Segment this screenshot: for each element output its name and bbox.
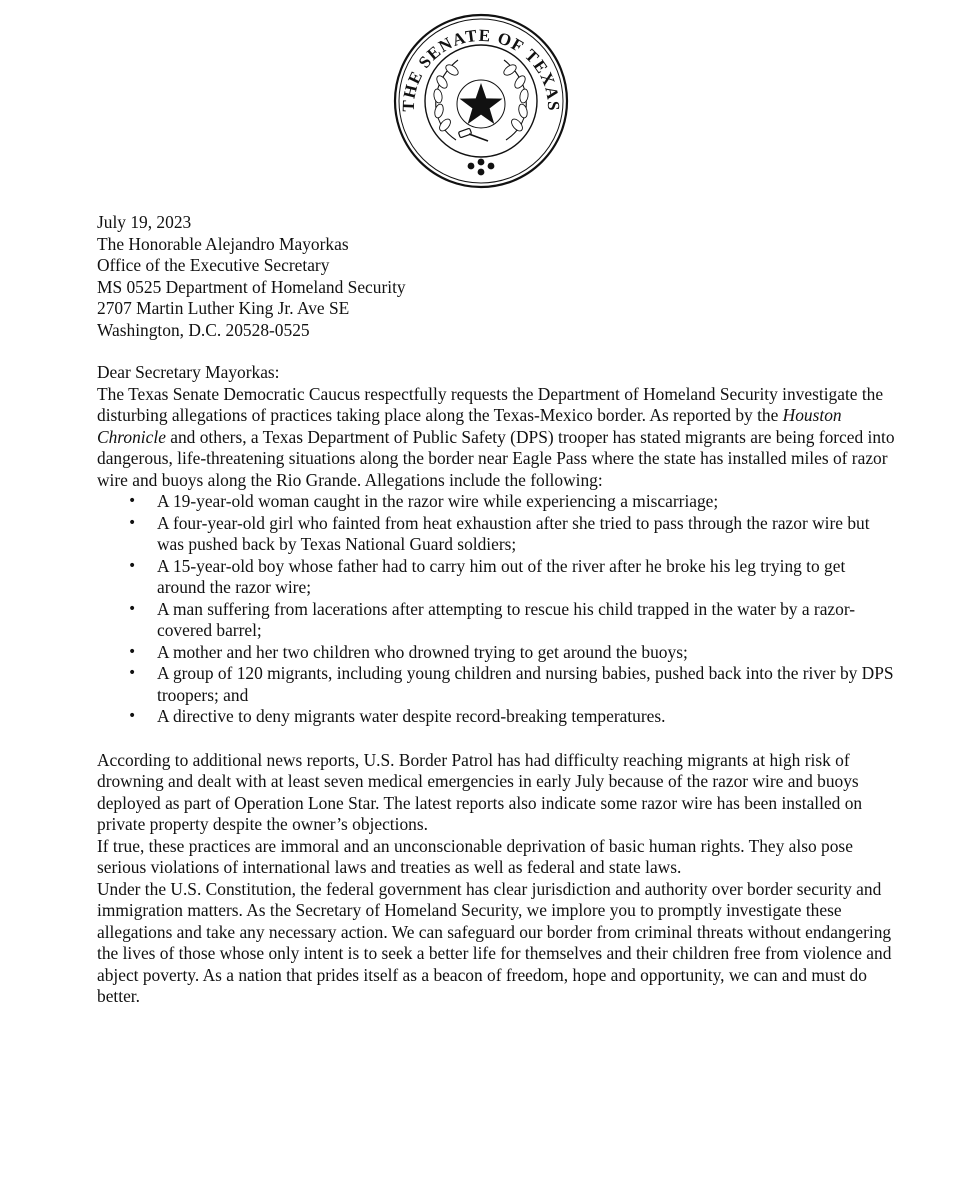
allegations-list (97, 491, 897, 728)
letter-date: July 19, 2023 (97, 212, 192, 232)
recipient-line: Washington, D.C. 20528-0525 (97, 319, 310, 340)
intro-text-2: and others, a Texas Department of Public Safety (DPS) trooper has stated migrants are being forced into dangerous, life-threatening situations along the border near Eagle Pass where the state has installed miles of razor wire and buoys along the Rio Grande. Allegations include the following: (97, 426, 895, 490)
list-item: • A group of 120 migrants, including young children and nursing babies, pushed back into the river by DPS troopers; and (97, 663, 897, 706)
recipient-line: The Honorable Alejandro Mayorkas (97, 233, 349, 254)
list-item: • A mother and her two children who drowned trying to get around the buoys; (97, 642, 897, 664)
recipient-line: 2707 Martin Luther King Jr. Ave SE (97, 298, 350, 318)
body-paragraph-violations: If true, these practices are immoral and an unconscionable deprivation of basic human rights. They also pose serious violations of international laws and treaties as well as federal and state laws. (97, 835, 853, 877)
list-item: • A four-year-old girl who fainted from heat exhaustion after she tried to pass through the razor wire but was pushed back by Texas National Guard soldiers; (97, 513, 897, 556)
letter-body (97, 212, 897, 1008)
salutation: Dear Secretary Mayorkas: (97, 362, 280, 382)
svg-text:THE SENATE OF TEXAS: THE SENATE OF TEXAS (398, 25, 564, 112)
recipient-line: MS 0525 Department of Homeland Security (97, 276, 406, 297)
list-item: • A man suffering from lacerations after attempting to rescue his child trapped in the water by a razor-covered barrel; (97, 599, 897, 642)
recipient-address (97, 234, 897, 342)
list-item: • A directive to deny migrants water despite record-breaking temperatures. (97, 706, 897, 728)
texas-senate-seal-icon (392, 12, 570, 190)
publication-name: Houston Chronicle (97, 405, 842, 447)
body-paragraph-constitution: Under the U.S. Constitution, the federal government has clear jurisdiction and authority over border security and immigration matters. As the Secretary of Homeland Security, we implore you to promptly investigate these allegations and take any necessary action. We can safeguard our border from criminal threats without endangering the lives of those whose only intent is to seek a better life for themselves and their children free from violence and abject poverty. As a nation that prides itself as a beacon of freedom, hope and opportunity, we can and must do better. (97, 878, 892, 1006)
intro-paragraph (97, 384, 897, 492)
list-item: • A 19-year-old woman caught in the razor wire while experiencing a miscarriage; (97, 491, 897, 513)
intro-text-1: The Texas Senate Democratic Caucus respectfully requests the Department of Homeland Security investigate the disturbing allegations of practices taking place along the Texas-Mexico border. As reported by the (97, 383, 884, 425)
recipient-line: Office of the Executive Secretary (97, 255, 330, 275)
list-item: • A 15-year-old boy whose father had to carry him out of the river after he broke his leg trying to get around the razor wire; (97, 556, 897, 599)
body-paragraph-reports: According to additional news reports, U.S. Border Patrol has had difficulty reaching migrants at high risk of drowning and dealt with at least seven medical emergencies in early July because of the razor wire and buoys deployed as part of Operation Lone Star. The latest reports also indicate some razor wire has been installed on private property despite the owner’s objections. (97, 749, 863, 834)
